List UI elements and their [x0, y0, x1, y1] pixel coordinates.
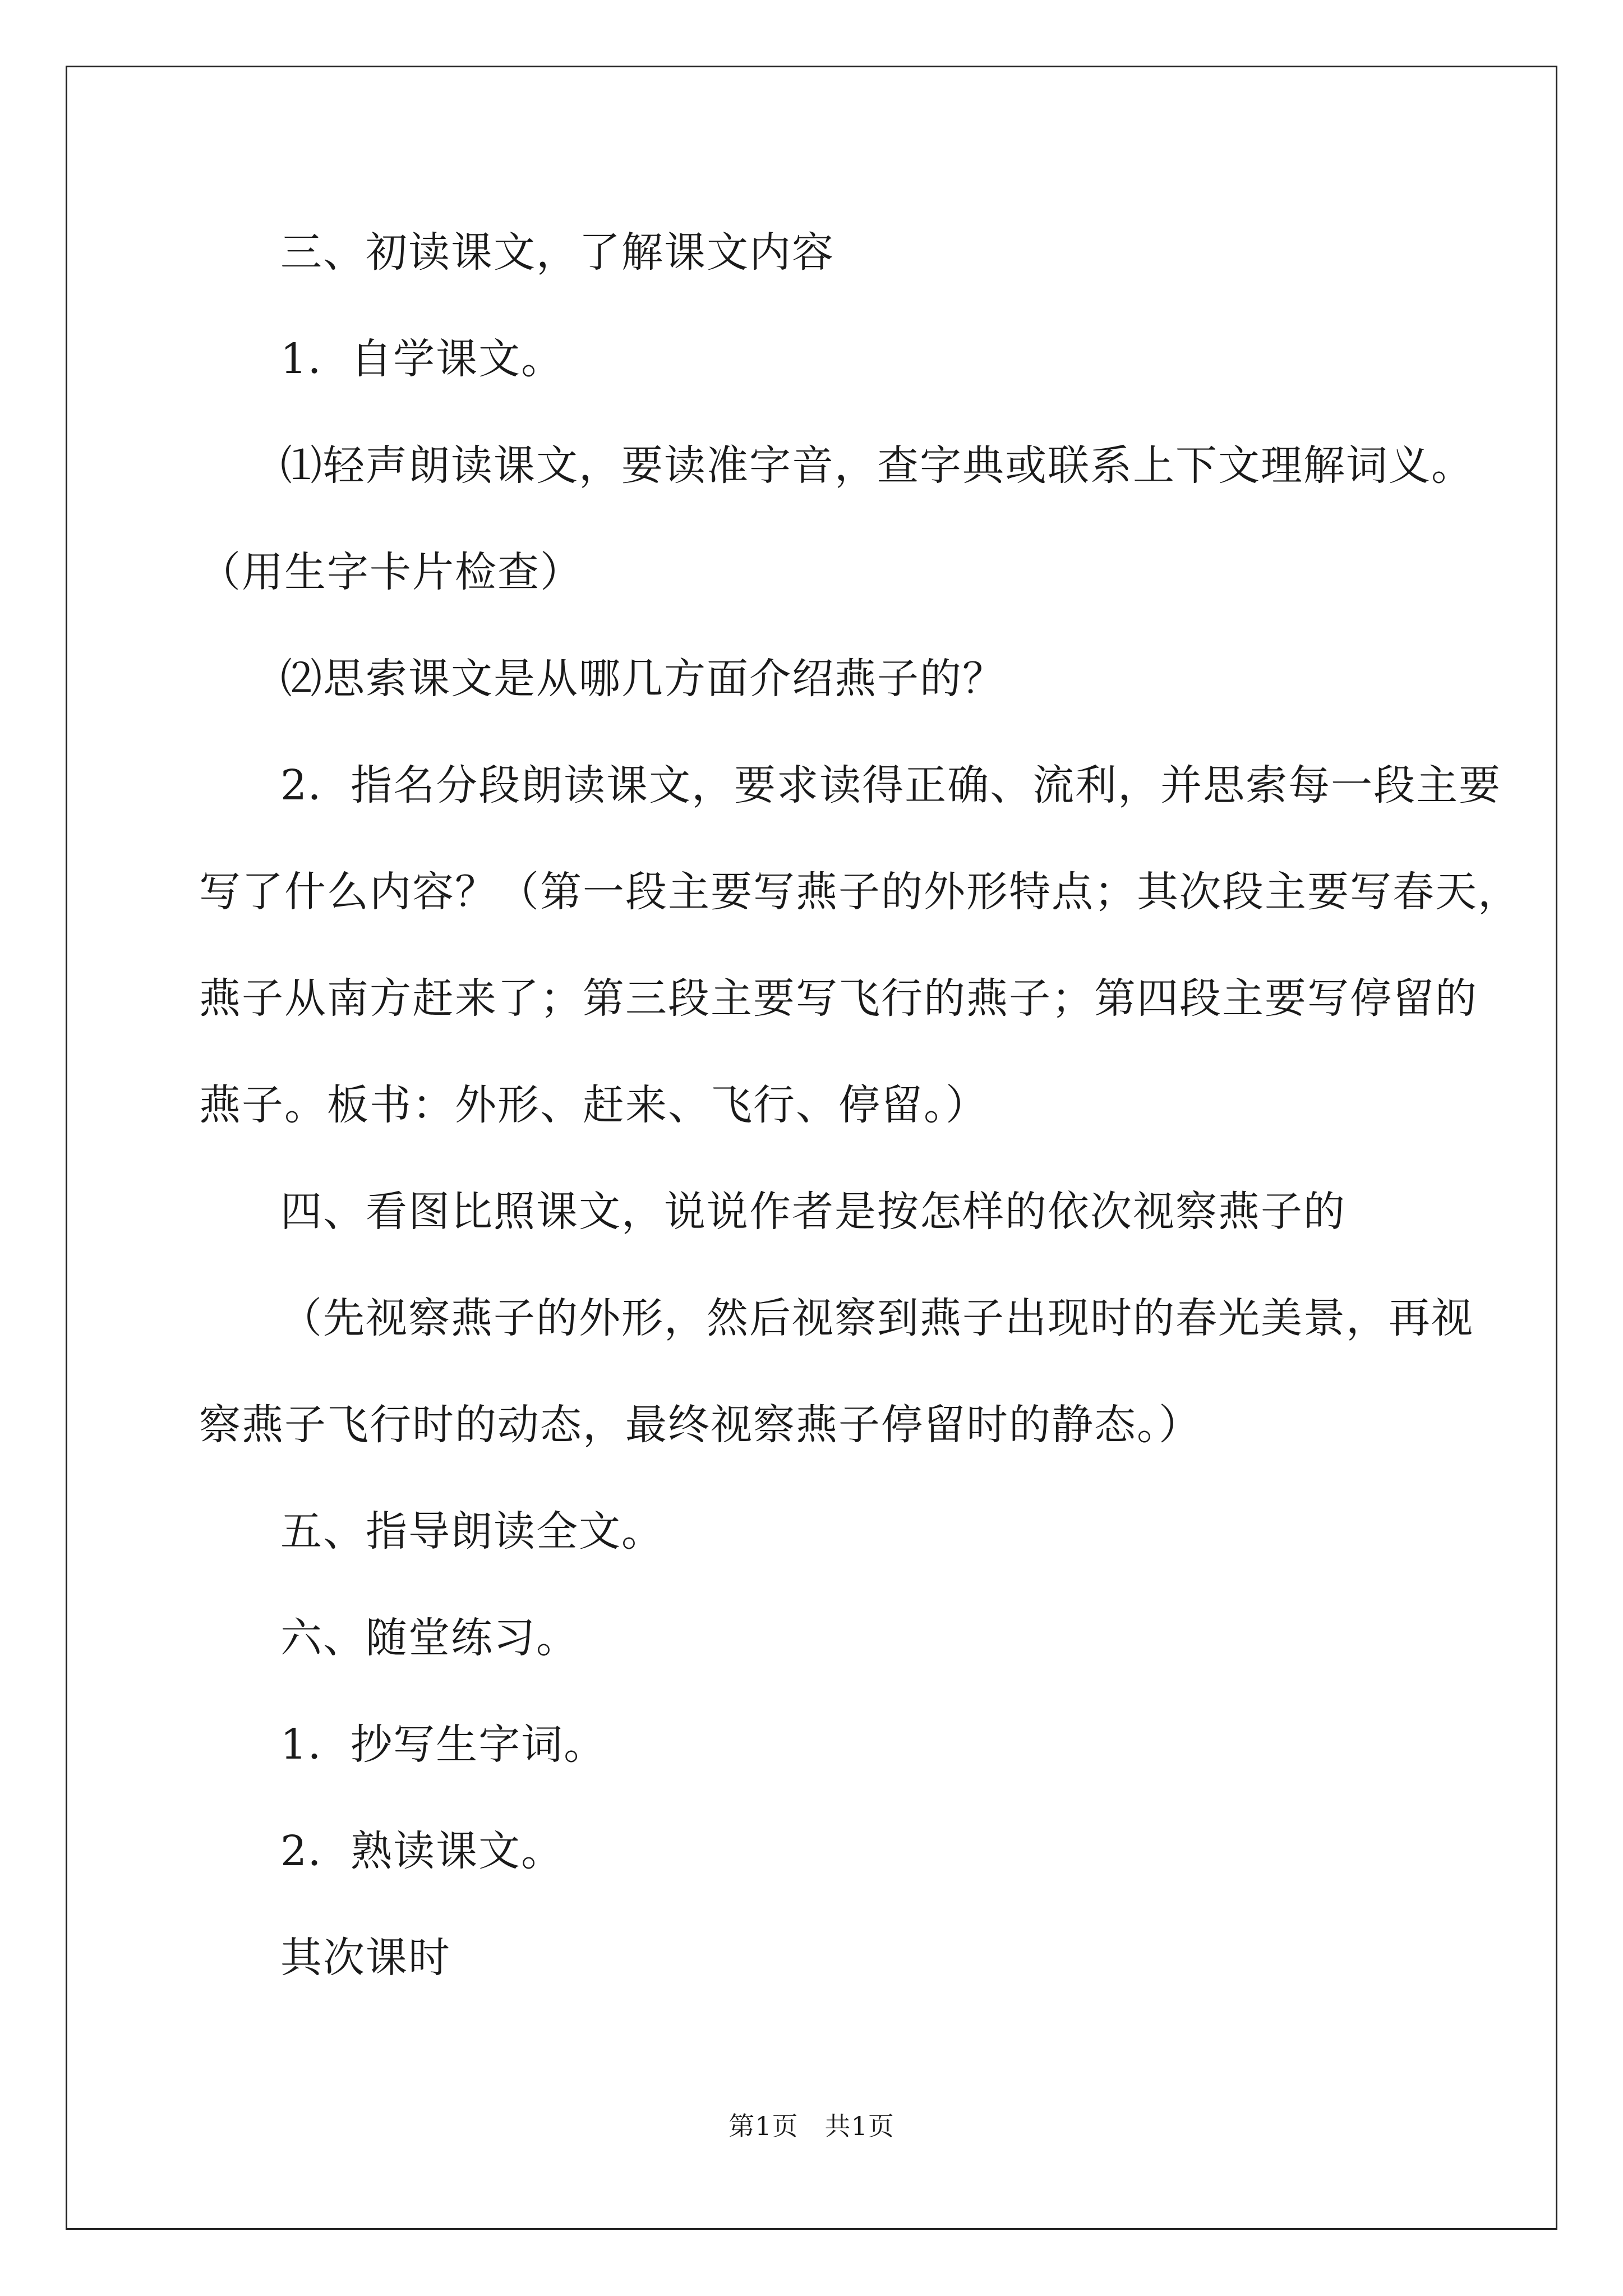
substep-1-read-aloud: ⑴轻声朗读课文，要读准字音，查字典或联系上下文理解词义。 [280, 441, 1474, 490]
second-lesson-heading: 其次课时 [280, 1934, 451, 1982]
section-heading-5: 五、指导朗读全文。 [280, 1507, 664, 1556]
step-2-line-1: 2．指名分段朗读课文，要求读得正确、流利，并思索每一段主要 [280, 761, 1502, 809]
section-heading-6: 六、随堂练习。 [280, 1614, 579, 1662]
substep-1-note: （用生字卡片检查） [199, 548, 583, 596]
section-4-line-1: （先视察燕子的外形，然后视察到燕子出现时的春光美景，再视 [280, 1294, 1474, 1342]
section-heading-3: 三、初读课文，了解课文内容 [280, 228, 834, 277]
section-heading-4: 四、看图比照课文，说说作者是按怎样的依次视察燕子的 [280, 1188, 1346, 1236]
exercise-1: 1．抄写生字词。 [280, 1720, 607, 1769]
step-1-self-study: 1．自学课文。 [280, 335, 564, 383]
page-border [66, 66, 1557, 2230]
page-footer: 第1页 共1页 [728, 2111, 895, 2141]
exercise-2: 2．熟读课文。 [280, 1827, 564, 1875]
substep-2-think: ⑵思索课文是从哪几方面介绍燕子的？ [280, 655, 1005, 703]
step-2-line-2: 写了什么内容？（第一段主要写燕子的外形特点；其次段主要写春天， [199, 868, 1520, 916]
section-4-line-2: 察燕子飞行时的动态，最终视察燕子停留时的静态。） [199, 1401, 1201, 1449]
step-2-line-4: 燕子。板书：外形、赶来、飞行、停留。） [199, 1081, 988, 1129]
step-2-line-3: 燕子从南方赶来了；第三段主要写飞行的燕子；第四段主要写停留的 [199, 974, 1478, 1023]
